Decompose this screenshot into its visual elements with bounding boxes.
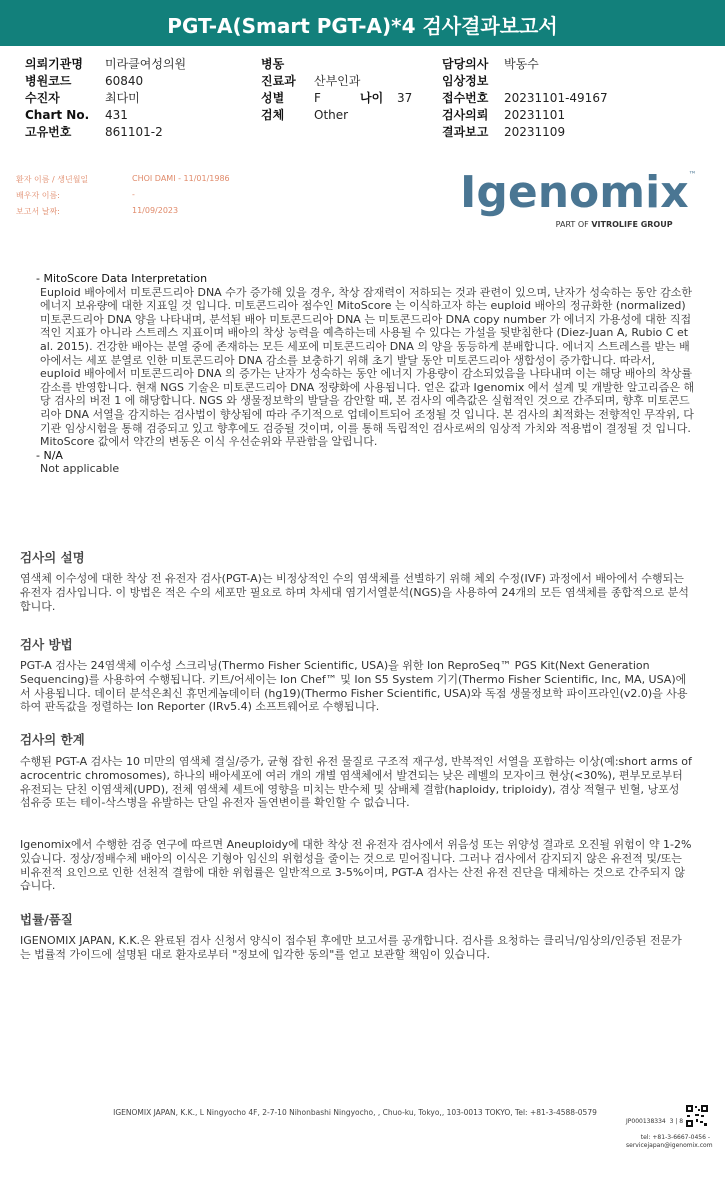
info-value: 20231101 (504, 108, 566, 122)
info-value: 861101-2 (105, 125, 163, 139)
logo-wordmark: Igenomix (460, 167, 689, 218)
section-title-method: 검사 방법 (20, 637, 73, 652)
logo-trademark: ™ (688, 169, 697, 179)
info-value: 20231101-49167 (504, 91, 608, 105)
info-label: 병동 (261, 57, 285, 71)
info-label: 담당의사 (442, 57, 489, 71)
patient-name-label: 환자 이름 / 생년월일 (16, 175, 89, 184)
mitoscore-section (36, 272, 696, 476)
report-date-value: 11/09/2023 (132, 206, 179, 215)
info-label: 검체 (261, 108, 285, 122)
info-label: Chart No. (25, 108, 90, 122)
info-label: 병원코드 (25, 74, 72, 88)
qr-code-icon (686, 1105, 708, 1127)
na-body: Not applicable (40, 462, 120, 476)
info-label: 임상정보 (442, 74, 489, 88)
info-label: 고유번호 (25, 125, 72, 139)
info-label: 검사의뢰 (442, 108, 489, 122)
section-body-legal: IGENOMIX JAPAN, K.K.은 완료된 검사 신청서 양식이 접수된 후에만 보고서를 공개합니다. 검사를 요청하는 클리닉/임상의/인증된 전문가는 법률적 가이드에 설명된 대로 환자로부터 "정보에 입각한 동의"를 얻고 보관할 책임이 있습니다. (20, 934, 682, 961)
age-label: 나이 (360, 91, 384, 105)
partner-name-value: - (132, 190, 135, 199)
logo-tagline-prefix: PART OF (555, 220, 592, 229)
info-label: 결과보고 (442, 125, 489, 139)
info-label: 의뢰기관명 (25, 57, 83, 71)
report-date-label: 보고서 날짜: (16, 207, 60, 216)
page-number: 3 | 8 (669, 1118, 684, 1125)
info-value: 60840 (105, 74, 144, 88)
age-value: 37 (397, 91, 413, 105)
section-body-method: PGT-A 검사는 24염색체 이수성 스크리닝(Thermo Fisher Scientific, USA)을 위한 Ion ReproSeq™ PGS Kit(Next Generation Sequencing)를 사용하여 수행됩니다. 키트/어세이는 Ion Chef™ 및 Ion S5 System 기기(Thermo Fisher Scientific, Inc, MA, USA)에서 사용됩니다. 데이터 분석은최신 휴먼게놈데이터 (hg19)(Thermo Fisher Scientific, USA)와 독점 생물정보학 파이프라인(v2.0)을 사용하여 판독값을 정렬하는 Ion Reporter (IRv5.4) 소프트웨어로 수행됩니다. (20, 659, 688, 714)
section-title-limitations: 검사의 한계 (20, 732, 85, 747)
footer-code-line (626, 1118, 683, 1125)
logo-tagline-brand: VITROLIFE GROUP (591, 220, 673, 229)
mitoscore-heading: - MitoScore Data Interpretation (36, 272, 208, 285)
footer-tel: tel: +81-3-6667-0456 - (640, 1134, 710, 1141)
section-body-description: 염색체 이수성에 대한 착상 전 유전자 검사(PGT-A)는 비정상적인 수의 염색체를 선별하기 위해 체외 수정(IVF) 과정에서 배아에서 수행되는 유전자 검사입니다. 이 방법은 적은 수의 세포만 필요로 하며 차세대 염기서열분석(NGS)을 사용하여 24개의 모든 염색체를 종합적으로 분석합니다. (20, 572, 689, 613)
footer-code: JP000138334 (626, 1118, 666, 1125)
info-value: 산부인과 (314, 74, 361, 88)
partner-name-label: 배우자 이름: (16, 191, 60, 200)
section-body-limitations: 수행된 PGT-A 검사는 10 미만의 염색체 결실/증가, 균형 잡힌 유전 물질로 구조적 재구성, 반복적인 서열을 포함하는 이상(예:short arms of acrocentric chromosomes), 하나의 배아세포에 여러 개의 개별 염색체에서 발견되는 낮은 레벨의 모자이크 현상(<30%), 편부모로부터 유전되는 단친 이염색체(UPD), 전체 염색체 세트에 영향을 미치는 반수체 및 삼배체 결함(haploidy, triploidy), 겸상 적혈구 빈혈, 낭포성 섬유증 또는 테이-삭스병을 유발하는 단일 유전자 돌연변이를 확인할 수 없습니다. (20, 755, 692, 810)
footer-email: servicejapan@igenomix.com (626, 1142, 713, 1149)
footer-contact (626, 1134, 713, 1150)
info-value: 20231109 (504, 125, 566, 139)
info-label: 접수번호 (442, 91, 489, 105)
logo-tagline (556, 220, 673, 229)
section-title-legal: 법률/품질 (20, 912, 73, 927)
patient-name-value: CHOI DAMI - 11/01/1986 (132, 174, 230, 183)
info-value: 박동수 (504, 57, 539, 71)
report-header-bar (0, 0, 725, 46)
info-value: F (314, 91, 321, 105)
footer-address: IGENOMIX JAPAN, K.K., L Ningyocho 4F, 2-7-10 Nihonbashi Ningyocho, , Chuo-ku, Tokyo,, 103-0013 TOKYO, Tel: +81-3-4588-0579 (113, 1108, 597, 1117)
section-body-limitations-2: Igenomix에서 수행한 검증 연구에 따르면 Aneuploidy에 대한 착상 전 유전자 검사에서 위음성 또는 위양성 결과로 오진될 위험이 약 1-2% 있습니다. 정상/정배수체 배아의 이식은 기형아 임신의 위험성을 줄이는 것으로 믿어집니다. 그러나 검사에서 감지되지 않은 유전적 및/또는 비유전적 요인으로 인한 선천적 결함에 대한 위험률은 일반적으로 3-5%이며, PGT-A 검사는 산전 유전 진단을 대체하는 것으로 간주되지 않습니다. (20, 838, 692, 893)
info-label: 성별 (261, 91, 285, 105)
mitoscore-body: Euploid 배아에서 미토콘드리아 DNA 수가 증가해 있을 경우, 착상 잠재력이 저하되는 것과 관련이 있으며, 난자가 성숙하는 동안 감소한 에너지 보유량에 대한 지표일 것 입니다. 미토콘드리아 점수인 MitoScore 는 이식하고자 하는 euploid 배아의 정규화한 (normalized) 미토콘드리아 DNA 양을 나타내며, 분석된 배아 미토콘드리아 DNA 는 미토콘드리아 DNA copy number 가 에너지 가용성에 대한 직접적인 지표가 아니라 스트레스 지표이며 배아의 착상 능력을 예측하는데 사용될 수 있다는 가설을 뒷받침한다 (Diez-Juan A, Rubio C et al. 2015). 건강한 배아는 분열 중에 존재하는 모든 세포에 미토콘드리아 DNA 의 양을 동등하게 분배합니다. 에너지 스트레스를 받는 배아에서는 세포 분열로 인한 미토콘드리아 DNA 감소를 보충하기 위해 초기 발달 동안 미토콘드리아 생합성이 증가합니다. 따라서, euploid 배아에서 미토콘드리아 DNA 의 증가는 난자가 성숙하는 동안 에너지 가용량이 감소되었음을 나타내며 이는 해당 배아의 착상률 감소를 반영합니다. 현재 NGS 기술은 미토콘드리아 DNA 정량화에 사용됩니다. 얻은 값과 Igenomix 에서 설계 및 개발한 알고리즘은 해당 검사의 버전 1 에 해당합니다. NGS 와 생물정보학의 발달을 감안할 때, 본 검사의 예측값은 실험적인 것으로 간주되며, 향후 미토콘드리아 DNA 서열을 감지하는 검사법이 향상됨에 따라 주기적으로 업데이트되어 조정될 것 입니다. 본 검사의 최적화는 전향적인 무작위, 다기관 임상시험을 통해 검증되고 있고 향후에도 검증될 것이며, 이를 통해 독립적인 검사로써의 임상적 가치와 적용법이 결정될 것 입니다. MitoScore 값에서 약간의 변동은 이식 우선순위와 무관함을 알립니다. (40, 285, 695, 449)
info-label: 진료과 (261, 74, 296, 88)
na-heading: - N/A (36, 448, 63, 462)
section-title-description: 검사의 설명 (20, 550, 85, 565)
info-value: 431 (105, 108, 128, 122)
info-value: 미라클여성의원 (105, 57, 187, 71)
info-value: Other (314, 108, 349, 122)
igenomix-logo (460, 167, 697, 229)
info-label: 수진자 (25, 91, 60, 105)
report-title: PGT-A(Smart PGT-A)*4 검사결과보고서 (167, 14, 558, 38)
info-value: 최다미 (105, 91, 140, 105)
